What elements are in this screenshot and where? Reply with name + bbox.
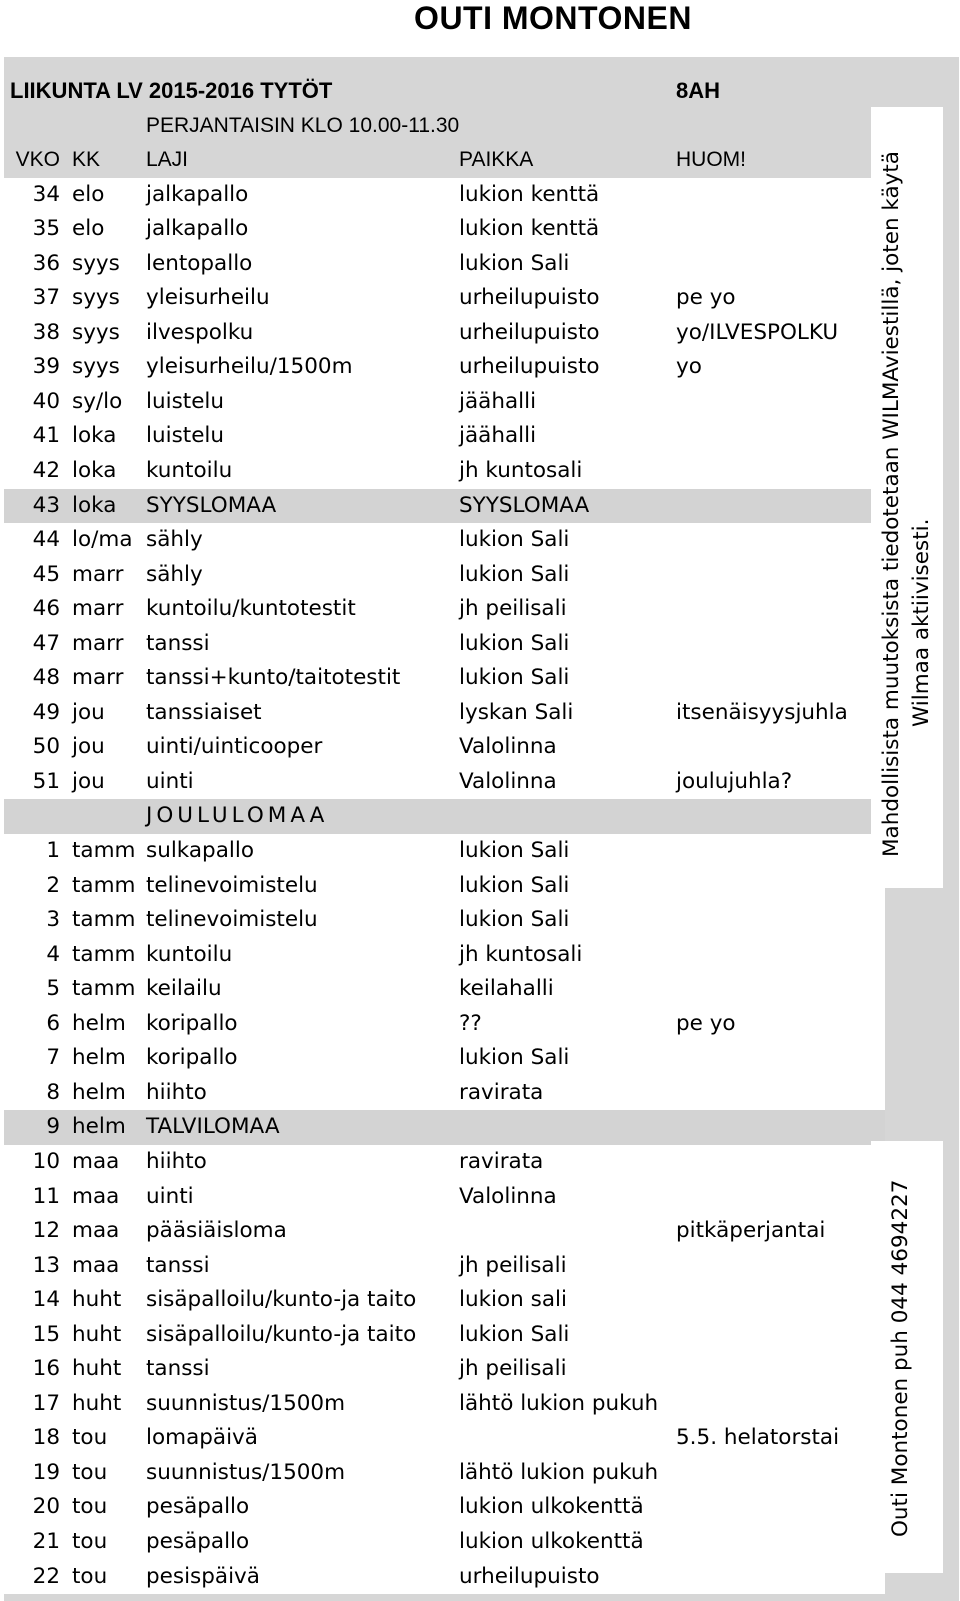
cell-sport: pesäpallo xyxy=(146,1528,250,1554)
cell-week: 8 xyxy=(46,1079,60,1105)
cell-month: sy/lo xyxy=(72,388,123,414)
cell-week: 3 xyxy=(46,907,60,933)
time-line: PERJANTAISIN KLO 10.00-11.30 xyxy=(146,113,460,137)
table-row xyxy=(4,834,885,869)
cell-sport: luistelu xyxy=(146,423,225,449)
cell-place: lukion Sali xyxy=(459,1321,570,1347)
cell-sport: koripallo xyxy=(146,1045,238,1071)
table-row xyxy=(4,765,885,800)
table-row xyxy=(4,1249,885,1284)
cell-week: 19 xyxy=(32,1459,60,1485)
cell-place: urheilupuisto xyxy=(459,285,600,311)
cell-week: 39 xyxy=(32,354,60,380)
cell-sport: sisäpalloilu/kunto-ja taito xyxy=(146,1321,417,1347)
cell-sport: hiihto xyxy=(146,1148,207,1174)
cell-sport: koripallo xyxy=(146,1010,238,1036)
cell-sport: sähly xyxy=(146,561,203,587)
time-row xyxy=(4,109,885,144)
contact-panel xyxy=(871,1141,943,1573)
cell-place: lyskan Sali xyxy=(459,699,574,725)
cell-sport: pesäpallo xyxy=(146,1494,250,1520)
cell-month: lo/ma xyxy=(72,527,133,553)
cell-week: 16 xyxy=(32,1356,60,1382)
cell-place: lukion kenttä xyxy=(459,181,600,207)
table-row xyxy=(4,1145,885,1180)
cell-place: lähtö lukion pukuh xyxy=(459,1459,659,1485)
cell-place: jh kuntosali xyxy=(459,458,583,484)
cell-week: 40 xyxy=(32,388,60,414)
table-row xyxy=(4,1560,885,1595)
table-row xyxy=(4,1076,885,1111)
cell-week: 47 xyxy=(32,630,60,656)
cell-month: maa xyxy=(72,1148,120,1174)
cell-week: 15 xyxy=(32,1321,60,1347)
cell-week: 49 xyxy=(32,699,60,725)
table-row xyxy=(4,799,885,834)
table-row xyxy=(4,1318,885,1353)
col-place: PAIKKA xyxy=(459,148,534,172)
cell-week: 11 xyxy=(32,1183,60,1209)
table-row xyxy=(4,1490,885,1525)
cell-sport: kuntoilu xyxy=(146,941,233,967)
cell-place: lukion Sali xyxy=(459,838,570,864)
cell-place: lukion sali xyxy=(459,1287,567,1313)
cell-place: ravirata xyxy=(459,1079,544,1105)
cell-month: jou xyxy=(72,699,105,725)
cell-sport: tanssi xyxy=(146,630,210,656)
cell-sport: kuntoilu/kuntotestit xyxy=(146,596,356,622)
cell-week: 17 xyxy=(32,1390,60,1416)
cell-week: 43 xyxy=(32,492,60,518)
table-heading-row xyxy=(4,74,885,109)
cell-sport: kuntoilu xyxy=(146,458,233,484)
cell-sport: telinevoimistelu xyxy=(146,907,318,933)
table-row xyxy=(4,1110,885,1145)
cell-week: 22 xyxy=(32,1563,60,1589)
class-group: 8AH xyxy=(676,78,721,103)
table-row xyxy=(4,1180,885,1215)
cell-place: Valolinna xyxy=(459,734,557,760)
cell-week: 44 xyxy=(32,527,60,553)
column-header-row xyxy=(4,143,885,178)
cell-place: ?? xyxy=(459,1010,482,1036)
cell-sport: keilailu xyxy=(146,976,222,1002)
cell-month: huht xyxy=(72,1390,122,1416)
table-row xyxy=(4,972,885,1007)
table-row xyxy=(4,1214,885,1249)
cell-sport: sulkapallo xyxy=(146,838,254,864)
cell-place: lähtö lukion pukuh xyxy=(459,1390,659,1416)
cell-sport: suunnistus/1500m xyxy=(146,1459,346,1485)
table-row xyxy=(4,869,885,904)
cell-sport: lentopallo xyxy=(146,250,253,276)
cell-week: 45 xyxy=(32,561,60,587)
table-row xyxy=(4,247,885,282)
cell-week: 18 xyxy=(32,1425,60,1451)
cell-month: helm xyxy=(72,1045,126,1071)
cell-week: 37 xyxy=(32,285,60,311)
cell-month: marr xyxy=(72,596,124,622)
cell-month: marr xyxy=(72,630,124,656)
cell-sport: telinevoimistelu xyxy=(146,872,318,898)
cell-week: 21 xyxy=(32,1528,60,1554)
cell-place: Valolinna xyxy=(459,768,557,794)
cell-week: 10 xyxy=(32,1148,60,1174)
cell-place: lukion Sali xyxy=(459,907,570,933)
cell-week: 13 xyxy=(32,1252,60,1278)
info-panel xyxy=(871,107,943,888)
cell-place: lukion Sali xyxy=(459,665,570,691)
info-text-line1: Mahdollisista muutoksista tiedotetaan WILMAviestillä, joten käytä xyxy=(879,151,904,857)
cell-week: 7 xyxy=(46,1045,60,1071)
cell-place: urheilupuisto xyxy=(459,354,600,380)
cell-week: 9 xyxy=(46,1114,60,1140)
cell-sport: uinti/uinticooper xyxy=(146,734,323,760)
cell-place: lukion ulkokenttä xyxy=(459,1528,644,1554)
info-text-line2: Wilmaa aktiivisesti. xyxy=(909,518,934,727)
cell-sport: sähly xyxy=(146,527,203,553)
contact-text: Outi Montonen puh 044 4694227 xyxy=(888,1179,913,1537)
cell-month: maa xyxy=(72,1183,120,1209)
cell-sport: hiihto xyxy=(146,1079,207,1105)
cell-place: lukion Sali xyxy=(459,630,570,656)
cell-month: huht xyxy=(72,1356,122,1382)
cell-week: 5 xyxy=(46,976,60,1002)
table-row xyxy=(4,696,885,731)
cell-month: helm xyxy=(72,1114,126,1140)
cell-week: 14 xyxy=(32,1287,60,1313)
cell-month: tou xyxy=(72,1563,108,1589)
cell-note: pe yo xyxy=(676,285,736,311)
cell-note: joulujuhla? xyxy=(676,768,793,794)
cell-week: 51 xyxy=(32,768,60,794)
cell-month: tou xyxy=(72,1425,108,1451)
cell-month: elo xyxy=(72,216,105,242)
cell-sport: jalkapallo xyxy=(146,216,249,242)
cell-place: Valolinna xyxy=(459,1183,557,1209)
cell-place: lukion ulkokenttä xyxy=(459,1494,644,1520)
table-row xyxy=(4,350,885,385)
cell-sport: yleisurheilu xyxy=(146,285,270,311)
cell-month: tamm xyxy=(72,941,136,967)
cell-month: tou xyxy=(72,1528,108,1554)
cell-month: loka xyxy=(72,458,117,484)
cell-month: syys xyxy=(72,285,120,311)
table-row xyxy=(4,592,885,627)
cell-place: lukion Sali xyxy=(459,1045,570,1071)
cell-sport: ilvespolku xyxy=(146,319,254,345)
table-row xyxy=(4,1421,885,1456)
table-row xyxy=(4,1525,885,1560)
table-row xyxy=(4,903,885,938)
cell-month: tamm xyxy=(72,976,136,1002)
cell-place: urheilupuisto xyxy=(459,1563,600,1589)
col-note: HUOM! xyxy=(676,148,746,172)
table-row xyxy=(4,1007,885,1042)
cell-week: 12 xyxy=(32,1218,60,1244)
table-row xyxy=(4,1041,885,1076)
cell-place: jh kuntosali xyxy=(459,941,583,967)
cell-place: jh peilisali xyxy=(459,1252,567,1278)
cell-sport: pääsiäisloma xyxy=(146,1218,287,1244)
table-row xyxy=(4,627,885,662)
cell-week: 36 xyxy=(32,250,60,276)
cell-note: yo xyxy=(676,354,702,380)
cell-month: syys xyxy=(72,354,120,380)
table-row xyxy=(4,661,885,696)
cell-place: lukion Sali xyxy=(459,250,570,276)
table-row xyxy=(4,730,885,765)
cell-sport: tanssi+kunto/taitotestit xyxy=(146,665,401,691)
table-row xyxy=(4,938,885,973)
cell-sport: jalkapallo xyxy=(146,181,249,207)
cell-note: yo/ILVESPOLKU xyxy=(676,319,839,345)
cell-month: tou xyxy=(72,1494,108,1520)
cell-month: syys xyxy=(72,250,120,276)
cell-month: tou xyxy=(72,1459,108,1485)
cell-sport: sisäpalloilu/kunto-ja taito xyxy=(146,1287,417,1313)
cell-sport: tanssi xyxy=(146,1356,210,1382)
cell-month: syys xyxy=(72,319,120,345)
cell-sport: luistelu xyxy=(146,388,225,414)
cell-month: marr xyxy=(72,561,124,587)
page-title: OUTI MONTONEN xyxy=(414,0,692,36)
schedule-heading: LIIKUNTA LV 2015-2016 TYTÖT xyxy=(10,78,333,103)
table-row xyxy=(4,385,885,420)
cell-month: helm xyxy=(72,1079,126,1105)
cell-sport: yleisurheilu/1500m xyxy=(146,354,353,380)
table-row xyxy=(4,178,885,213)
cell-month: tamm xyxy=(72,872,136,898)
cell-sport: uinti xyxy=(146,768,194,794)
cell-sport: uinti xyxy=(146,1183,194,1209)
cell-month: elo xyxy=(72,181,105,207)
cell-month: jou xyxy=(72,768,105,794)
table-row xyxy=(4,523,885,558)
cell-place: jäähalli xyxy=(459,388,537,414)
col-week: VKO xyxy=(15,148,60,172)
schedule-table xyxy=(4,74,885,1594)
cell-month: loka xyxy=(72,492,117,518)
col-month: KK xyxy=(72,148,101,172)
cell-week: 50 xyxy=(32,734,60,760)
cell-month: marr xyxy=(72,665,124,691)
table-row xyxy=(4,558,885,593)
cell-place: lukion Sali xyxy=(459,872,570,898)
cell-month: maa xyxy=(72,1252,120,1278)
cell-sport: pesispäivä xyxy=(146,1563,260,1589)
cell-month: tamm xyxy=(72,838,136,864)
table-row xyxy=(4,454,885,489)
cell-sport: JOULULOMAA xyxy=(146,803,329,829)
table-row xyxy=(4,1456,885,1491)
cell-place: SYYSLOMAA xyxy=(459,492,590,518)
cell-note: 5.5. helatorstai xyxy=(676,1425,840,1451)
cell-week: 41 xyxy=(32,423,60,449)
table-row xyxy=(4,1387,885,1422)
cell-month: tamm xyxy=(72,907,136,933)
cell-week: 6 xyxy=(46,1010,60,1036)
table-row xyxy=(4,281,885,316)
table-row xyxy=(4,212,885,247)
cell-week: 1 xyxy=(46,838,60,864)
cell-month: helm xyxy=(72,1010,126,1036)
cell-week: 4 xyxy=(46,941,60,967)
cell-sport: TALVILOMAA xyxy=(146,1114,280,1140)
cell-place: ravirata xyxy=(459,1148,544,1174)
cell-month: huht xyxy=(72,1287,122,1313)
cell-month: jou xyxy=(72,734,105,760)
cell-sport: tanssi xyxy=(146,1252,210,1278)
cell-week: 42 xyxy=(32,458,60,484)
cell-week: 35 xyxy=(32,216,60,242)
cell-place: lukion Sali xyxy=(459,561,570,587)
col-sport: LAJI xyxy=(146,148,189,172)
table-row xyxy=(4,489,885,524)
cell-month: huht xyxy=(72,1321,122,1347)
cell-place: keilahalli xyxy=(459,976,554,1002)
table-row xyxy=(4,419,885,454)
table-row xyxy=(4,1352,885,1387)
cell-note: pitkäperjantai xyxy=(676,1218,826,1244)
cell-place: jäähalli xyxy=(459,423,537,449)
cell-month: loka xyxy=(72,423,117,449)
cell-place: lukion kenttä xyxy=(459,216,600,242)
cell-week: 2 xyxy=(46,872,60,898)
cell-week: 38 xyxy=(32,319,60,345)
cell-week: 20 xyxy=(32,1494,60,1520)
cell-week: 34 xyxy=(32,181,60,207)
cell-sport: SYYSLOMAA xyxy=(146,492,277,518)
cell-week: 46 xyxy=(32,596,60,622)
cell-place: jh peilisali xyxy=(459,596,567,622)
cell-week: 48 xyxy=(32,665,60,691)
table-row xyxy=(4,316,885,351)
cell-month: maa xyxy=(72,1218,120,1244)
cell-sport: tanssiaiset xyxy=(146,699,262,725)
cell-place: urheilupuisto xyxy=(459,319,600,345)
cell-sport: suunnistus/1500m xyxy=(146,1390,346,1416)
cell-sport: lomapäivä xyxy=(146,1425,258,1451)
cell-note: itsenäisyysjuhla xyxy=(676,699,848,725)
table-row xyxy=(4,1283,885,1318)
cell-place: jh peilisali xyxy=(459,1356,567,1382)
cell-note: pe yo xyxy=(676,1010,736,1036)
cell-place: lukion Sali xyxy=(459,527,570,553)
